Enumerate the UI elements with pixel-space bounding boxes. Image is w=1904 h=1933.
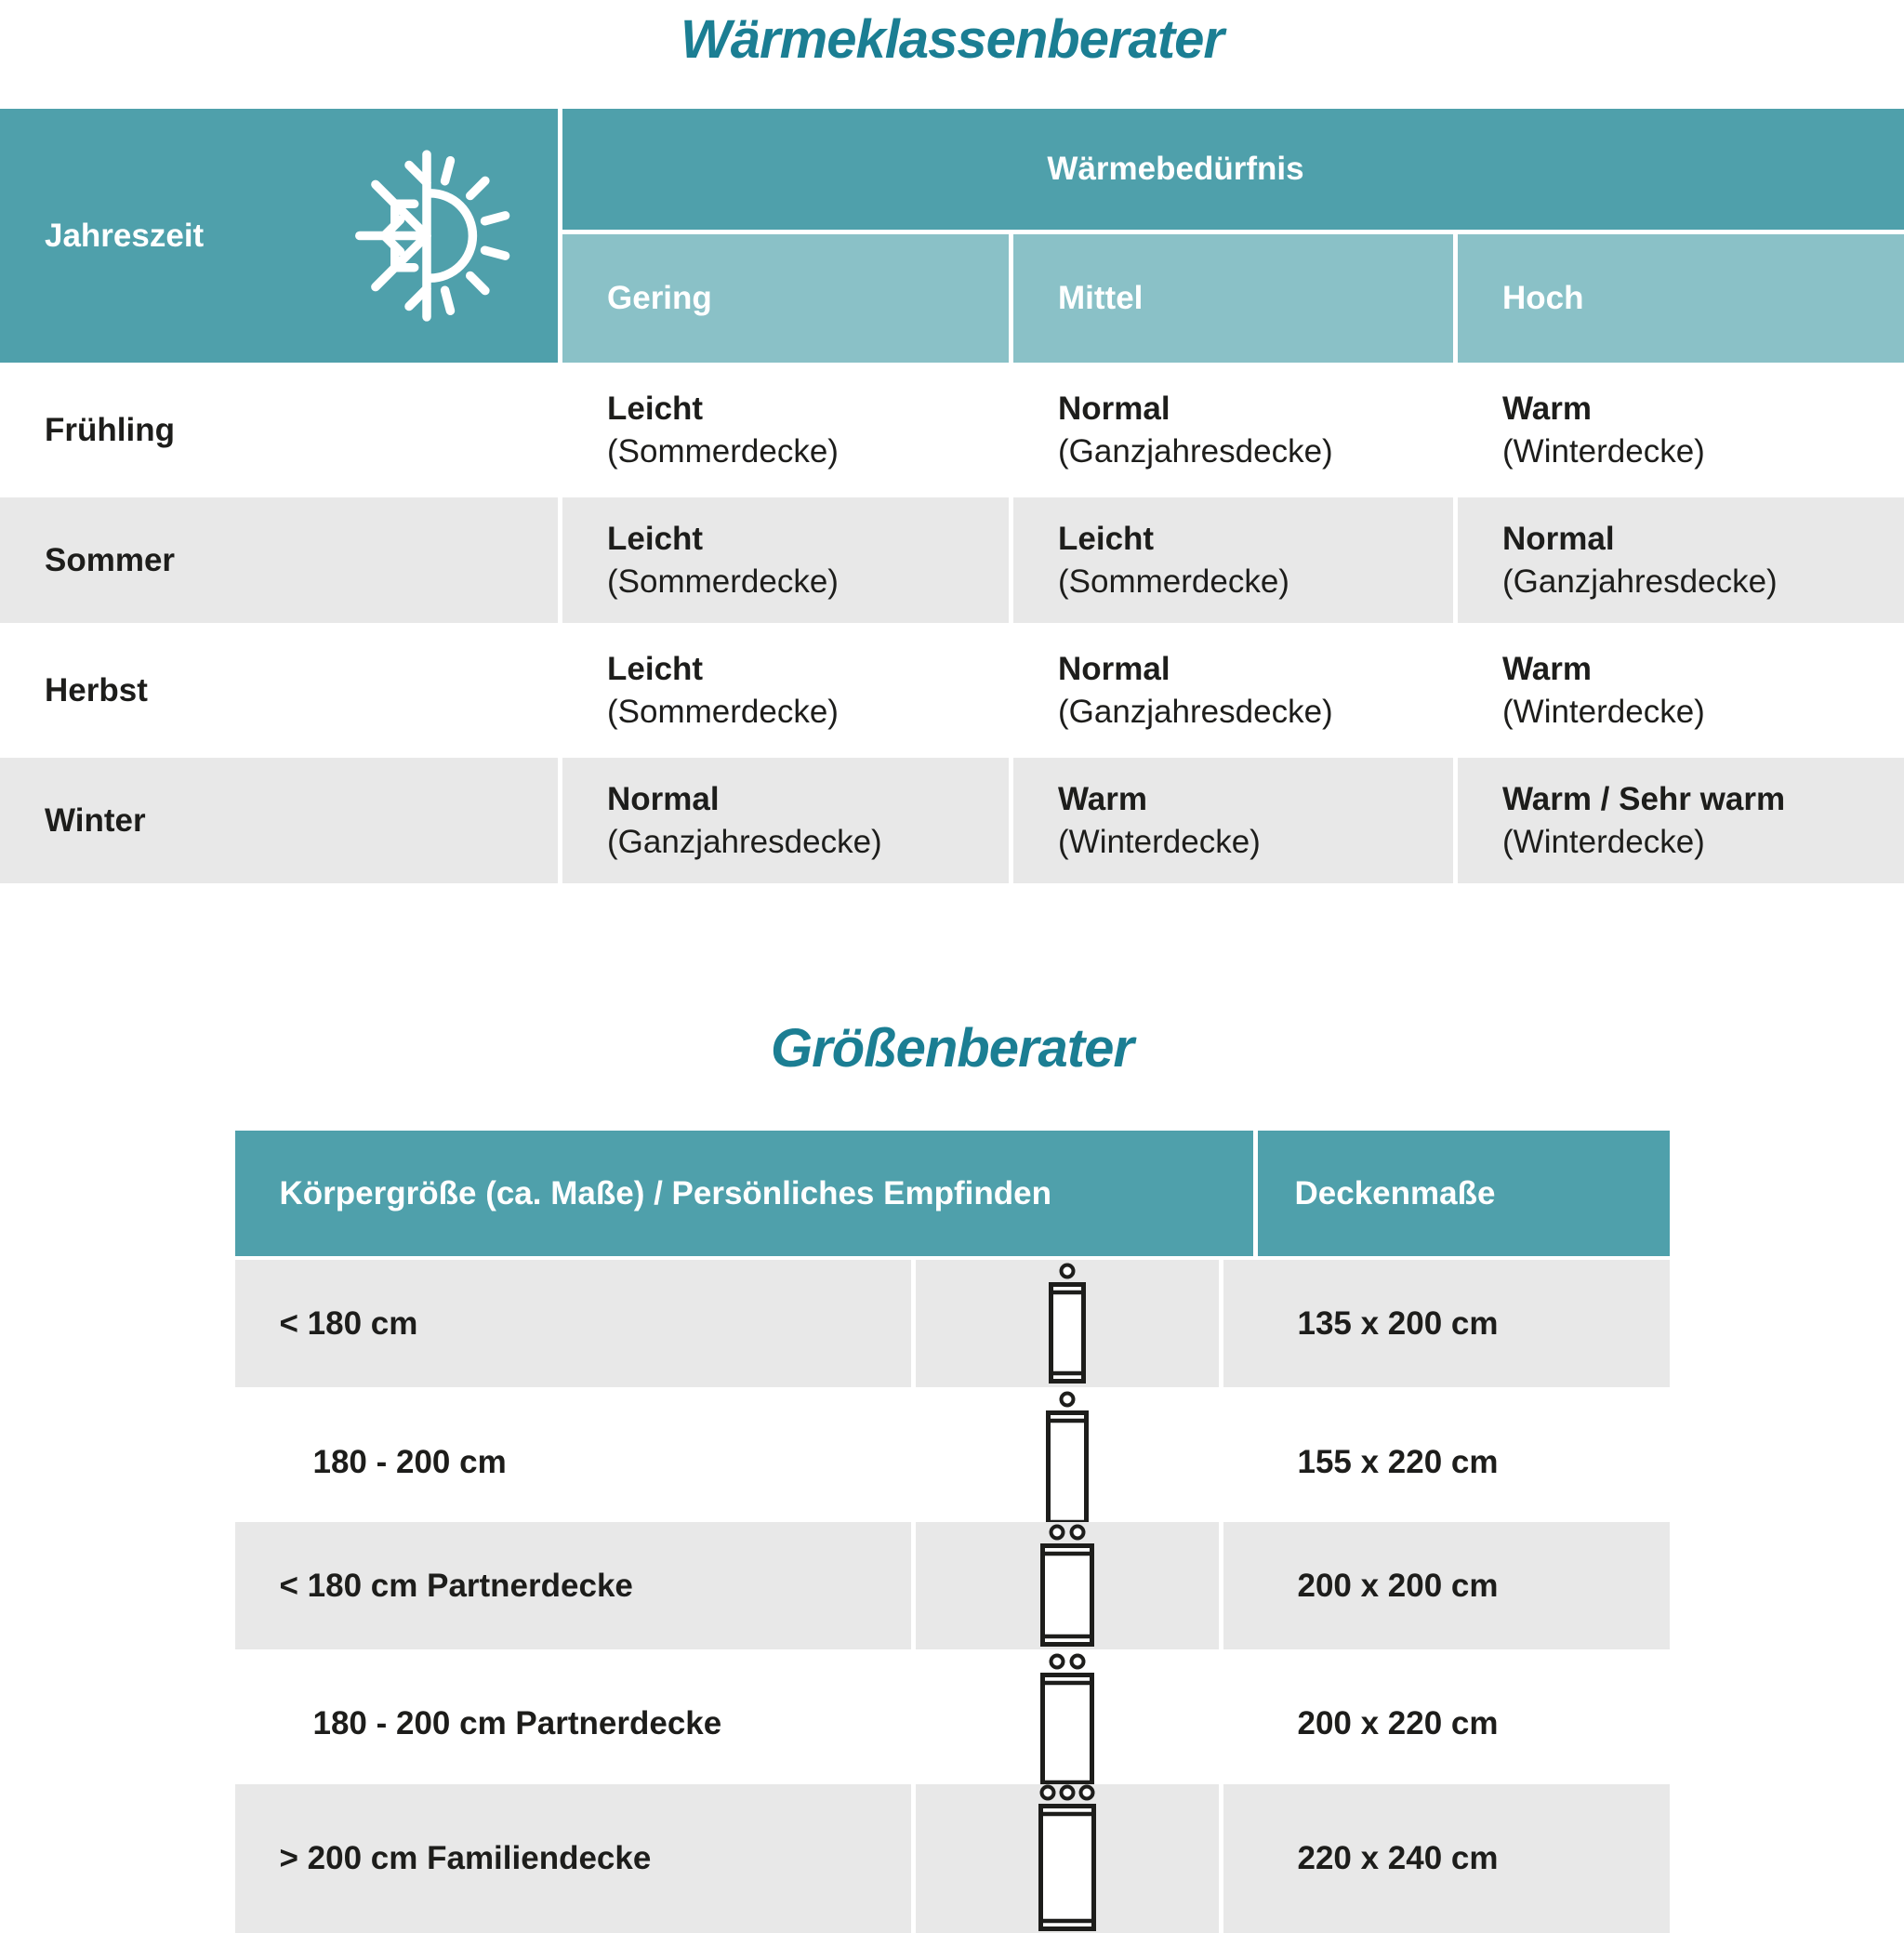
blanket-2-person-icon bbox=[916, 1522, 1219, 1649]
body-size-cell: < 180 cm bbox=[235, 1260, 911, 1387]
blanket-size-cell: 155 x 220 cm bbox=[1223, 1391, 1670, 1534]
blanket-1-person-icon bbox=[916, 1260, 1219, 1387]
body-size-header: Körpergröße (ca. Maße) / Persönliches Empfinden bbox=[235, 1131, 1253, 1256]
blanket-type: (Winterdecke) bbox=[1502, 823, 1705, 860]
col-header-gering: Gering bbox=[562, 234, 1009, 363]
warmth-cell bbox=[1013, 367, 1453, 493]
warmth-level: Warm bbox=[1502, 650, 1592, 687]
warmth-cell bbox=[1013, 628, 1453, 753]
blanket-type: (Ganzjahresdecke) bbox=[1502, 563, 1778, 600]
body-size-cell: 180 - 200 cm bbox=[235, 1391, 911, 1534]
warmth-level: Normal bbox=[1058, 650, 1170, 687]
size-row bbox=[235, 1260, 1670, 1387]
blanket-type: (Sommerdecke) bbox=[607, 693, 839, 730]
size-table-header bbox=[235, 1131, 1670, 1256]
col-header-mittel: Mittel bbox=[1013, 234, 1453, 363]
blanket-3-person-icon bbox=[916, 1784, 1219, 1933]
warmth-level: Leicht bbox=[1058, 520, 1155, 557]
blanket-type: (Ganzjahresdecke) bbox=[1058, 432, 1333, 470]
warmth-level: Leicht bbox=[607, 390, 704, 427]
blanket-size-cell: 200 x 200 cm bbox=[1223, 1522, 1670, 1649]
size-row bbox=[235, 1391, 1670, 1518]
blanket-type: (Sommerdecke) bbox=[607, 432, 839, 470]
season-header-label: Jahreszeit bbox=[45, 217, 205, 254]
snowflake-sun-icon bbox=[338, 140, 515, 331]
warmth-cell bbox=[562, 367, 1009, 493]
warmth-level: Warm / Sehr warm bbox=[1502, 780, 1786, 817]
season-cell: Herbst bbox=[0, 628, 558, 753]
blanket-type: (Winterdecke) bbox=[1502, 693, 1705, 730]
warmth-level: Leicht bbox=[607, 520, 704, 557]
blanket-size-cell: 135 x 200 cm bbox=[1223, 1260, 1670, 1387]
body-size-cell: < 180 cm Partnerdecke bbox=[235, 1522, 911, 1649]
col-header-hoch: Hoch bbox=[1458, 234, 1904, 363]
warmth-level: Normal bbox=[1058, 390, 1170, 427]
warmth-need-group-header bbox=[562, 109, 1904, 230]
blanket-type: (Winterdecke) bbox=[1502, 432, 1705, 470]
season-cell: Winter bbox=[0, 758, 558, 883]
blanket-size-cell: 220 x 240 cm bbox=[1223, 1784, 1670, 1933]
warmth-cell bbox=[562, 628, 1009, 753]
warmth-cell bbox=[562, 758, 1009, 883]
blanket-type: (Winterdecke) bbox=[1058, 823, 1261, 860]
warmth-cell bbox=[1458, 628, 1904, 753]
blanket-type: (Sommerdecke) bbox=[1058, 563, 1289, 600]
size-table-title: Größenberater bbox=[771, 1018, 1133, 1079]
warmth-table bbox=[0, 109, 1904, 883]
warmth-cell bbox=[1458, 367, 1904, 493]
season-corner-header bbox=[0, 109, 558, 363]
warmth-cell bbox=[1013, 497, 1453, 623]
warmth-level: Leicht bbox=[607, 650, 704, 687]
blanket-type: (Sommerdecke) bbox=[607, 563, 839, 600]
season-cell: Sommer bbox=[0, 497, 558, 623]
warmth-level: Warm bbox=[1502, 390, 1592, 427]
size-table bbox=[235, 1131, 1670, 1912]
warmth-cell bbox=[1458, 758, 1904, 883]
season-cell: Frühling bbox=[0, 367, 558, 493]
size-row bbox=[235, 1784, 1670, 1912]
warmth-cell bbox=[1458, 497, 1904, 623]
warmth-cell bbox=[1013, 758, 1453, 883]
blanket-size-header: Deckenmaße bbox=[1258, 1131, 1670, 1256]
body-size-cell: 180 - 200 cm Partnerdecke bbox=[235, 1653, 911, 1794]
blanket-type: (Ganzjahresdecke) bbox=[1058, 693, 1333, 730]
size-row bbox=[235, 1522, 1670, 1649]
warmth-need-label: Wärmebedürfnis bbox=[1047, 151, 1304, 187]
warmth-cell bbox=[562, 497, 1009, 623]
warmth-level: Normal bbox=[607, 780, 720, 817]
warmth-level: Warm bbox=[1058, 780, 1147, 817]
blanket-size-cell: 200 x 220 cm bbox=[1223, 1653, 1670, 1794]
blanket-type: (Ganzjahresdecke) bbox=[607, 823, 882, 860]
warmth-table-title: Wärmeklassenberater bbox=[681, 9, 1223, 70]
body-size-cell: > 200 cm Familiendecke bbox=[235, 1784, 911, 1933]
blanket-2-person-tall-icon bbox=[916, 1653, 1219, 1794]
size-row bbox=[235, 1653, 1670, 1781]
warmth-level: Normal bbox=[1502, 520, 1615, 557]
blanket-1-person-tall-icon bbox=[916, 1391, 1219, 1534]
